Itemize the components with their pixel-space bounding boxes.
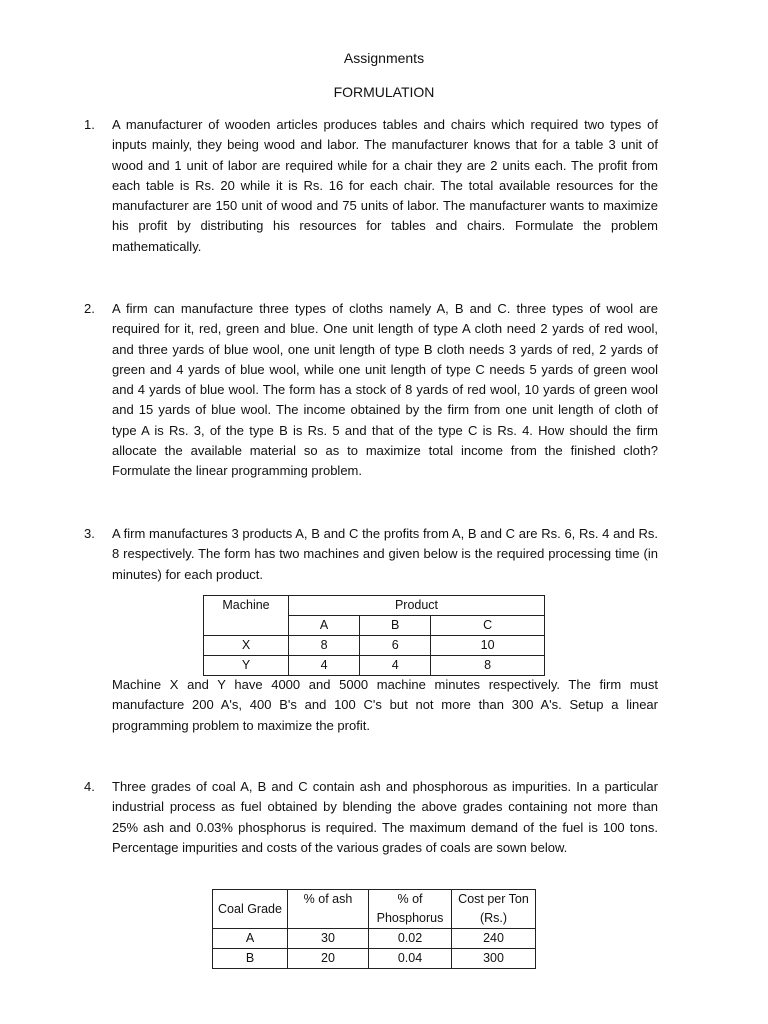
cell: 4 xyxy=(360,656,431,676)
cell: A xyxy=(213,929,288,949)
cell: 0.02 xyxy=(369,929,452,949)
cell: 20 xyxy=(288,949,369,969)
question-text: A manufacturer of wooden articles produces tables and chairs which required two types of inputs mainly, they being wood and labor. The manufacturer knows that for a table 3 unit of wood and 1 unit of labor are required while for a chair they are 2 units each. The profit from each table is Rs. 20 while it is Rs. 16 for each chair. The total available resources for the manufacturer are 150 unit of wood and 75 units of labor. The manufacturer wants to maximize his profit by distributing his resources for tables and chairs. Formulate the problem mathematically. xyxy=(112,117,658,254)
question-number: 4. xyxy=(84,779,95,794)
header-a: A xyxy=(289,616,360,636)
question-number: 2. xyxy=(84,301,95,316)
question-4 xyxy=(84,777,658,858)
question-2 xyxy=(84,299,658,482)
page-title: Assignments xyxy=(343,50,425,66)
cell: 300 xyxy=(452,949,536,969)
question-number: 1. xyxy=(84,117,95,132)
question-text: A firm manufactures 3 products A, B and C the profits from A, B and C are Rs. 6, Rs. 4 and Rs. 8 respectively. The form has two machines and given below is the required processing time (in minutes) for each product. xyxy=(112,526,658,582)
header-b: B xyxy=(360,616,431,636)
header-phosphorus: % of Phosphorus xyxy=(369,890,452,929)
cell: 240 xyxy=(452,929,536,949)
cell: 8 xyxy=(289,636,360,656)
header-coal-grade: Coal Grade xyxy=(213,890,288,929)
cell: 6 xyxy=(360,636,431,656)
question-text: A firm can manufacture three types of cloths namely A, B and C. three types of wool are required for it, red, green and blue. One unit length of type A cloth need 2 yards of red wool, and three yards of blue wool, one unit length of type B cloth needs 3 yards of red, 2 yards of green and 4 yards of blue wool, while one unit length of type C needs 5 yards of green wool and 4 yards of blue wool. The form has a stock of 8 yards of red wool, 10 yards of green wool and 15 yards of blue wool. The income obtained by the firm from one unit length of cloth of type A is Rs. 3, of the type B is Rs. 5 and that of the type C is Rs. 4. How should the firm allocate the available material so as to maximize total income from the finished cloth? Formulate the linear programming problem. xyxy=(112,301,658,479)
table-row xyxy=(213,949,536,969)
question-3 xyxy=(84,524,658,585)
cell: 10 xyxy=(431,636,545,656)
cell: 30 xyxy=(288,929,369,949)
header-c: C xyxy=(431,616,545,636)
table-row xyxy=(204,636,545,656)
question-text: Three grades of coal A, B and C contain ash and phosphorous as impurities. In a particular industrial process as fuel obtained by blending the above grades containing not more than 25% ash and 0.03% phosphorus is required. The maximum demand of the fuel is 100 tons. Percentage impurities and costs of the various grades of coals are sown below. xyxy=(112,779,658,855)
cell: 4 xyxy=(289,656,360,676)
header-machine: Machine xyxy=(204,596,289,636)
cell: B xyxy=(213,949,288,969)
table-row xyxy=(204,656,545,676)
section-title: FORMULATION xyxy=(333,84,435,100)
cell: 8 xyxy=(431,656,545,676)
table-row xyxy=(213,929,536,949)
question-1 xyxy=(84,115,658,257)
cell: 0.04 xyxy=(369,949,452,969)
question-number: 3. xyxy=(84,526,95,541)
cell: X xyxy=(204,636,289,656)
question-3-continuation: Machine X and Y have 4000 and 5000 machine minutes respectively. The firm must manufacture 200 A's, 400 B's and 100 C's but not more than 300 A's. Setup a linear programming problem to maximize the profit. xyxy=(112,677,658,733)
header-ash: % of ash xyxy=(288,890,369,929)
cell: Y xyxy=(204,656,289,676)
header-product: Product xyxy=(289,596,545,616)
header-cost: Cost per Ton (Rs.) xyxy=(452,890,536,929)
machine-table xyxy=(203,595,545,676)
coal-table xyxy=(212,889,536,969)
